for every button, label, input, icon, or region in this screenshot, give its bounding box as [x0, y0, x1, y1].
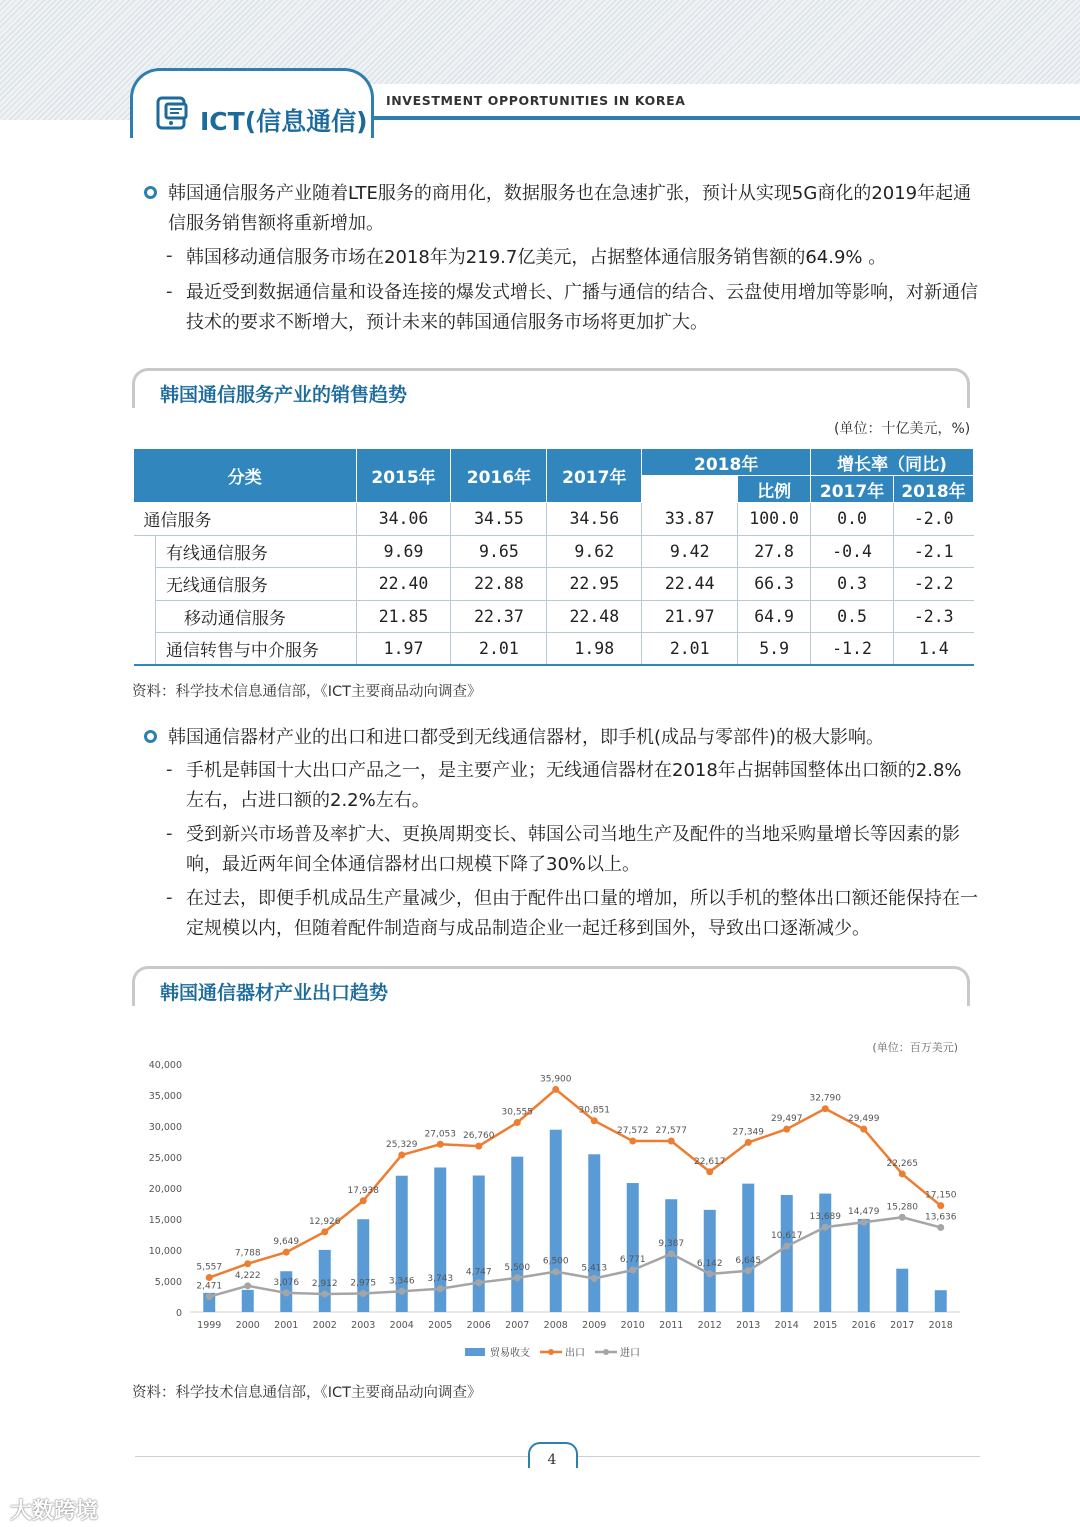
watermark: 大数跨境 [10, 1499, 99, 1524]
table-row [134, 503, 974, 536]
x-tick-label: 2015 [813, 1320, 838, 1331]
dash-icon: - [166, 759, 173, 780]
chart-unit: (单位：百万美元) [872, 1041, 958, 1054]
cell: -2.3 [894, 600, 974, 633]
point-import [283, 1289, 290, 1296]
x-tick-label: 2001 [274, 1320, 299, 1331]
point-export [745, 1139, 752, 1146]
cell: 9.62 [547, 535, 642, 568]
table-row [134, 600, 974, 633]
y-tick-label: 30,000 [148, 1122, 182, 1133]
y-tick-label: 25,000 [148, 1153, 182, 1164]
data-label-export: 27,577 [655, 1126, 687, 1137]
point-export [244, 1260, 251, 1267]
paragraph: 韩国通信服务产业随着LTE服务的商用化，数据服务也在急速扩张，预计从实现5G商化的2019年起通信服务销售额将重新增加。 [168, 183, 972, 234]
point-export [552, 1086, 559, 1093]
table-row [134, 535, 974, 568]
x-tick-label: 2016 [851, 1320, 876, 1331]
cell: 1.4 [894, 633, 974, 666]
data-label-export: 22,617 [694, 1156, 726, 1167]
point-import [552, 1268, 559, 1275]
cell: 21.85 [356, 600, 451, 633]
data-label-export: 27,349 [732, 1127, 764, 1138]
cell: 2.01 [642, 633, 738, 666]
y-tick-label: 35,000 [148, 1091, 182, 1102]
legend-marker-export [548, 1349, 554, 1355]
data-label-export: 26,760 [463, 1131, 495, 1142]
data-label-import: 6,142 [696, 1258, 723, 1269]
cell: -2.0 [894, 503, 974, 536]
data-label-export: 9,649 [273, 1237, 300, 1248]
bar-trade-balance [935, 1290, 947, 1312]
y-tick-label: 15,000 [148, 1215, 182, 1226]
data-label-export: 22,265 [886, 1158, 918, 1169]
point-export [860, 1126, 867, 1133]
y-tick-label: 40,000 [148, 1060, 182, 1071]
sub-paragraph: 最近受到数据通信量和设备连接的爆发式增长、广播与通信的结合、云盘使用增加等影响，对新通信技术的要求不断增大，预计未来的韩国通信服务市场将更加扩大。 [186, 282, 978, 333]
header-category: 分类 [134, 449, 357, 503]
point-import [899, 1214, 906, 1221]
data-label-import: 2,975 [350, 1278, 377, 1289]
legend-marker-import [603, 1349, 609, 1355]
x-tick-label: 2013 [736, 1320, 761, 1331]
x-tick-label: 2002 [312, 1320, 337, 1331]
bar-trade-balance [896, 1269, 908, 1312]
row-label: 通信服务 [134, 503, 357, 536]
cell: 34.55 [451, 503, 547, 536]
point-import [206, 1293, 213, 1300]
data-label-export: 27,572 [617, 1126, 649, 1137]
legend-label-trade: 贸易收支 [490, 1348, 530, 1359]
point-import [937, 1224, 944, 1231]
data-label-import: 3,346 [388, 1276, 415, 1287]
data-label-import: 4,222 [234, 1270, 261, 1281]
dash-icon: - [166, 887, 173, 908]
point-import [629, 1267, 636, 1274]
bar-trade-balance [550, 1130, 562, 1312]
point-export [283, 1249, 290, 1256]
table-title: 韩国通信服务产业的销售趋势 [160, 384, 408, 406]
x-tick-label: 2007 [505, 1320, 530, 1331]
sales-table [133, 448, 974, 666]
sub-paragraph: 在过去，即便手机成品生产量减少，但由于配件出口量的增加，所以手机的整体出口额还能保持在一定规模以内，但随着配件制造商与成品制造企业一起迁移到国外，导致出口逐渐减少。 [186, 888, 978, 939]
x-tick-label: 2008 [543, 1320, 568, 1331]
cell: 66.3 [738, 568, 811, 601]
header-growth-2017: 2017年 [811, 476, 894, 503]
data-label-import: 2,912 [311, 1278, 338, 1289]
cell: 100.0 [738, 503, 811, 536]
sub-paragraph: 受到新兴市场普及率扩大、更换周期变长、韩国公司当地生产及配件的当地采购量增长等因素的影响，最近两年间全体通信器材出口规模下降了30%以上。 [186, 824, 960, 875]
bar-trade-balance [781, 1195, 793, 1312]
y-tick-label: 10,000 [148, 1246, 182, 1257]
data-label-export: 5,557 [196, 1262, 223, 1273]
dash-icon: - [166, 823, 173, 844]
chart-title: 韩国通信器材产业出口趋势 [160, 982, 389, 1004]
point-import [514, 1274, 521, 1281]
point-import [860, 1219, 867, 1226]
point-export [822, 1105, 829, 1112]
page-subtitle: INVESTMENT OPPORTUNITIES IN KOREA [386, 93, 686, 108]
cell: 2.01 [451, 633, 547, 666]
x-tick-label: 2005 [428, 1320, 453, 1331]
bar-trade-balance [627, 1183, 639, 1312]
cell: 0.3 [811, 568, 894, 601]
bar-trade-balance [858, 1219, 870, 1312]
row-label: 通信转售与中介服务 [155, 633, 356, 666]
data-label-export: 25,329 [386, 1139, 418, 1150]
point-export [668, 1138, 675, 1145]
table-unit: (单位：十亿美元，%) [834, 421, 971, 437]
point-import [706, 1270, 713, 1277]
y-tick-label: 5,000 [154, 1277, 182, 1288]
table-row [134, 633, 974, 666]
data-label-import: 5,413 [581, 1263, 608, 1274]
bullet-icon [144, 730, 157, 743]
point-import [398, 1288, 405, 1295]
data-label-import: 15,280 [886, 1202, 918, 1213]
point-import [668, 1250, 675, 1257]
point-export [783, 1126, 790, 1133]
point-export [206, 1274, 213, 1281]
data-label-import: 13,636 [925, 1212, 957, 1223]
x-tick-label: 2010 [620, 1320, 645, 1331]
legend-label-export: 出口 [565, 1348, 585, 1359]
cell: 22.88 [451, 568, 547, 601]
x-tick-label: 2014 [774, 1320, 799, 1331]
point-import [783, 1243, 790, 1250]
header-2016: 2016年 [451, 449, 547, 503]
x-tick-label: 2017 [890, 1320, 915, 1331]
cell: -2.2 [894, 568, 974, 601]
cell: 33.87 [642, 503, 738, 536]
bar-trade-balance [742, 1184, 754, 1312]
cell: 9.42 [642, 535, 738, 568]
cell: 34.06 [356, 503, 451, 536]
dash-icon: - [166, 281, 173, 302]
data-label-export: 17,938 [347, 1185, 379, 1196]
x-tick-label: 2009 [582, 1320, 607, 1331]
point-export [899, 1170, 906, 1177]
point-export [398, 1151, 405, 1158]
cell: 0.0 [811, 503, 894, 536]
legend-swatch-trade [465, 1348, 485, 1356]
point-export [591, 1117, 598, 1124]
cell: 22.40 [356, 568, 451, 601]
header-2015: 2015年 [356, 449, 451, 503]
row-label: 无线通信服务 [155, 568, 356, 601]
paragraph: 韩国通信器材产业的出口和进口都受到无线通信器材，即手机(成品与零部件)的极大影响。 [168, 727, 885, 748]
x-tick-label: 2004 [389, 1320, 414, 1331]
point-import [745, 1267, 752, 1274]
data-label-import: 3,076 [273, 1277, 300, 1288]
bar-trade-balance [473, 1176, 485, 1312]
point-import [475, 1279, 482, 1286]
data-label-export: 29,499 [848, 1114, 880, 1125]
legend-label-import: 进口 [620, 1348, 640, 1359]
cell: 21.97 [642, 600, 738, 633]
table-source: 资料：科学技术信息通信部，《ICT主要商品动向调查》 [132, 684, 482, 700]
data-label-import: 3,743 [427, 1273, 454, 1284]
bar-trade-balance [357, 1219, 369, 1312]
x-tick-label: 2003 [351, 1320, 376, 1331]
cell: 34.56 [547, 503, 642, 536]
data-label-export: 30,555 [501, 1107, 533, 1118]
y-tick-label: 0 [175, 1308, 182, 1319]
cell: 5.9 [738, 633, 811, 666]
export-trend-chart [130, 1030, 980, 1370]
header-2017: 2017年 [547, 449, 642, 503]
x-tick-label: 2012 [697, 1320, 722, 1331]
bullet-icon [144, 186, 157, 199]
cell: -1.2 [811, 633, 894, 666]
data-label-import: 5,500 [504, 1262, 531, 1273]
data-label-import: 6,645 [735, 1255, 762, 1266]
cell: 1.98 [547, 633, 642, 666]
page-number: 4 [547, 1452, 557, 1468]
table-row [134, 568, 974, 601]
data-label-import: 6,771 [619, 1255, 646, 1266]
cell: 22.48 [547, 600, 642, 633]
cell: -2.1 [894, 535, 974, 568]
dash-icon: - [166, 245, 173, 266]
data-label-export: 27,053 [424, 1129, 456, 1140]
point-export [475, 1143, 482, 1150]
bar-trade-balance [242, 1290, 254, 1312]
data-label-export: 12,926 [309, 1216, 341, 1227]
bar-trade-balance [588, 1154, 600, 1312]
cell: 22.37 [451, 600, 547, 633]
point-export [629, 1138, 636, 1145]
header-growth-2018: 2018年 [894, 476, 974, 503]
cell: 9.65 [451, 535, 547, 568]
point-import [321, 1290, 328, 1297]
point-import [360, 1290, 367, 1297]
header-ratio: 比例 [738, 476, 811, 503]
sub-paragraph: 手机是韩国十大出口产品之一，是主要产业；无线通信器材在2018年占据韩国整体出口额的2.8%左右，占进口额的2.2%左右。 [186, 760, 962, 811]
data-label-export: 17,150 [925, 1190, 957, 1201]
point-import [244, 1282, 251, 1289]
row-label: 移动通信服务 [155, 600, 356, 633]
point-export [514, 1119, 521, 1126]
data-label-import: 6,500 [542, 1256, 569, 1267]
chart-source: 资料：科学技术信息通信部，《ICT主要商品动向调查》 [132, 1385, 482, 1401]
x-tick-label: 2006 [466, 1320, 491, 1331]
cell: 22.95 [547, 568, 642, 601]
cell: 9.69 [356, 535, 451, 568]
x-tick-label: 2000 [235, 1320, 260, 1331]
point-export [706, 1168, 713, 1175]
data-label-import: 2,471 [196, 1281, 223, 1292]
point-export [437, 1141, 444, 1148]
sub-paragraph: 韩国移动通信服务市场在2018年为219.7亿美元，占据整体通信服务销售额的64.9% 。 [186, 247, 887, 268]
data-label-import: 9,387 [658, 1238, 685, 1249]
header-growth: 增长率（同比) [811, 449, 974, 476]
x-tick-label: 2011 [659, 1320, 684, 1331]
x-tick-label: 1999 [197, 1320, 222, 1331]
point-import [591, 1275, 598, 1282]
cell: 27.8 [738, 535, 811, 568]
device-icon [155, 96, 191, 132]
cell: 64.9 [738, 600, 811, 633]
header-2018: 2018年 [642, 449, 811, 476]
data-label-export: 7,788 [234, 1248, 261, 1259]
data-label-import: 14,479 [848, 1207, 880, 1218]
cell: 0.5 [811, 600, 894, 633]
cell: 1.97 [356, 633, 451, 666]
cell: -0.4 [811, 535, 894, 568]
data-label-import: 13,689 [809, 1212, 841, 1223]
data-label-export: 29,497 [771, 1114, 803, 1125]
page-title: ICT(信息通信) [200, 107, 368, 136]
data-label-import: 10,617 [771, 1231, 803, 1242]
row-label: 有线通信服务 [155, 535, 356, 568]
data-label-export: 35,900 [540, 1074, 572, 1085]
point-import [822, 1224, 829, 1231]
data-label-export: 30,851 [578, 1105, 610, 1116]
data-label-export: 32,790 [809, 1093, 841, 1104]
cell: 22.44 [642, 568, 738, 601]
point-import [437, 1285, 444, 1292]
bar-trade-balance [511, 1157, 523, 1312]
point-export [321, 1228, 328, 1235]
data-label-import: 4,747 [465, 1267, 492, 1278]
point-export [937, 1202, 944, 1209]
header-rule [370, 116, 1080, 120]
point-export [360, 1197, 367, 1204]
x-tick-label: 2018 [928, 1320, 953, 1331]
y-tick-label: 20,000 [148, 1184, 182, 1195]
